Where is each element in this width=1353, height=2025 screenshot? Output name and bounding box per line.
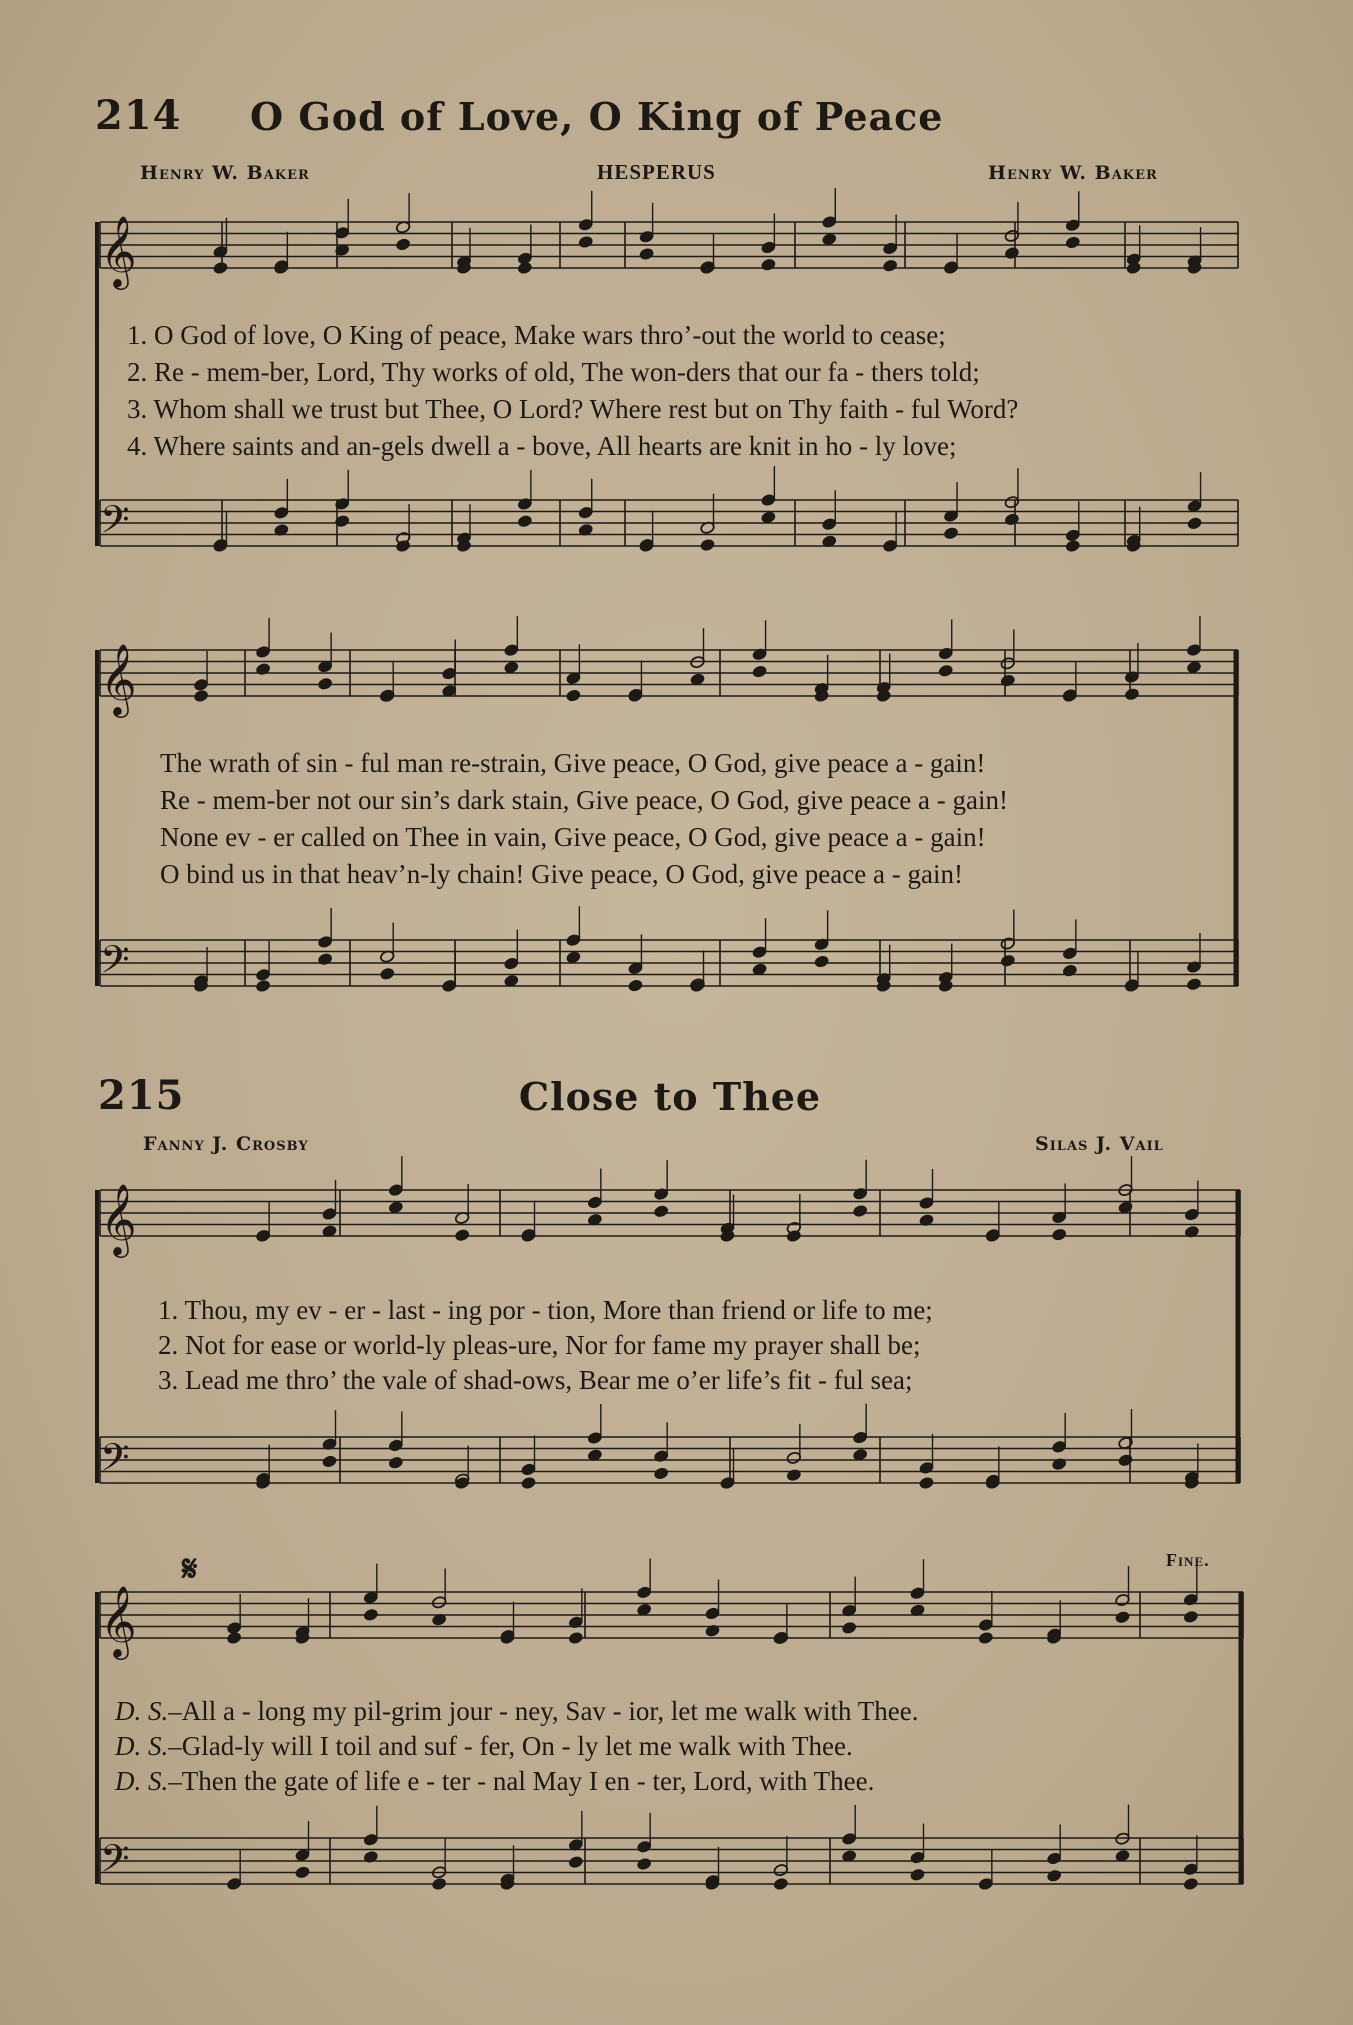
hymn-215-verse-1-line-1: 1. Thou, my ev - er - last - ing por - tion, More than friend or life to me;: [158, 1295, 933, 1325]
notes-215-bass-1: [255, 1404, 1199, 1490]
segno-sign: 𝄋: [182, 1548, 198, 1590]
music-credit-214: Henry W. Baker: [988, 162, 1158, 184]
staff-215-treble-1: [100, 1190, 1240, 1236]
notes-214-treble-2: [193, 616, 1201, 703]
ds-label: D. S.–: [115, 1766, 182, 1796]
hymn-number-215: 215: [98, 1072, 185, 1119]
hymn-214-verse-1-line-2: The wrath of sin - ful man re-strain, Give peace, O God, give peace a - gain!: [160, 748, 986, 778]
treble-clef-icon: 𝄞: [100, 1182, 137, 1255]
hymn-214-verse-2-line-2: Re - mem-ber not our sin’s dark stain, Give peace, O God, give peace a - gain!: [160, 785, 1008, 815]
ds-label: D. S.–: [115, 1731, 182, 1761]
bass-clef-icon: 𝄢: [100, 497, 130, 551]
staff-215-bass-2: [100, 1838, 1243, 1884]
ds-lyric: Glad-ly will I toil and suf - fer, On - ly let me walk with Thee.: [181, 1731, 853, 1761]
words-credit-214: Henry W. Baker: [140, 162, 310, 184]
bass-clef-icon: 𝄢: [100, 1435, 130, 1489]
hymn-214-verse-3-line-2: None ev - er called on Thee in vain, Give peace, O God, give peace a - gain!: [160, 822, 986, 852]
hymn-215-verse-3-line-1: 3. Lead me thro’ the vale of shad-ows, Bear me o’er life’s fit - ful sea;: [158, 1365, 913, 1395]
ds-lyric: Then the gate of life e - ter - nal May I en - ter, Lord, with Thee.: [181, 1766, 875, 1796]
treble-clef-icon: 𝄞: [100, 642, 137, 715]
staff-214-treble-2: [100, 650, 1238, 696]
hymn-214-verse-4-line-1: 4. Where saints and an-gels dwell a - bove, All hearts are knit in ho - ly love;: [127, 431, 957, 461]
staff-215-treble-2: [100, 1592, 1243, 1638]
music-credit-215: Silas J. Vail: [1035, 1133, 1164, 1155]
hymn-214-verse-1-line-1: 1. O God of love, O King of peace, Make wars thro’-out the world to cease;: [127, 320, 946, 350]
notes-215-treble-1: [255, 1156, 1199, 1243]
staff-214-bass-2: [100, 940, 1238, 986]
hymn-215-ds-line-3: [115, 1766, 874, 1797]
bass-clef-icon: 𝄢: [100, 1836, 130, 1890]
hymn-214-verse-3-line-1: 3. Whom shall we trust but Thee, O Lord? Where rest but on Thy faith - ful Word?: [127, 394, 1019, 424]
hymn-215-ds-line-1: [115, 1696, 919, 1727]
hymn-title-214: O God of Love, O King of Peace: [250, 94, 944, 139]
staff-215-bass-1: [100, 1437, 1240, 1483]
fine-label: Fine.: [1166, 1550, 1210, 1570]
notes-215-bass-2: [226, 1805, 1198, 1891]
notes-215-treble-2: [226, 1558, 1198, 1644]
hymn-215-ds-line-2: [115, 1731, 853, 1762]
bass-clef-icon: 𝄢: [100, 937, 130, 991]
ds-lyric: All a - long my pil-grim jour - ney, Sav - ior, let me walk with Thee.: [181, 1696, 919, 1726]
hymn-215-verse-2-line-1: 2. Not for ease or world-ly pleas-ure, Nor for fame my prayer shall be;: [158, 1330, 921, 1360]
notes-214-bass-2: [193, 906, 1201, 993]
hymn-214-verse-2-line-1: 2. Re - mem-ber, Lord, Thy works of old, The won-ders that our fa - thers told;: [127, 357, 980, 387]
hymn-title-215: Close to Thee: [518, 1074, 822, 1119]
notes-214-bass-1: [213, 466, 1203, 553]
hymn-number-214: 214: [95, 92, 182, 139]
treble-clef-icon: 𝄞: [100, 1584, 137, 1657]
tune-name-214: HESPERUS: [597, 160, 716, 184]
ds-label: D. S.–: [115, 1696, 182, 1726]
notes-214-treble-1: [213, 188, 1203, 275]
hymn-214-verse-4-line-2: O bind us in that heav’n-ly chain! Give peace, O God, give peace a - gain!: [160, 859, 963, 889]
words-credit-215: Fanny J. Crosby: [143, 1133, 309, 1155]
treble-clef-icon: 𝄞: [100, 214, 137, 287]
